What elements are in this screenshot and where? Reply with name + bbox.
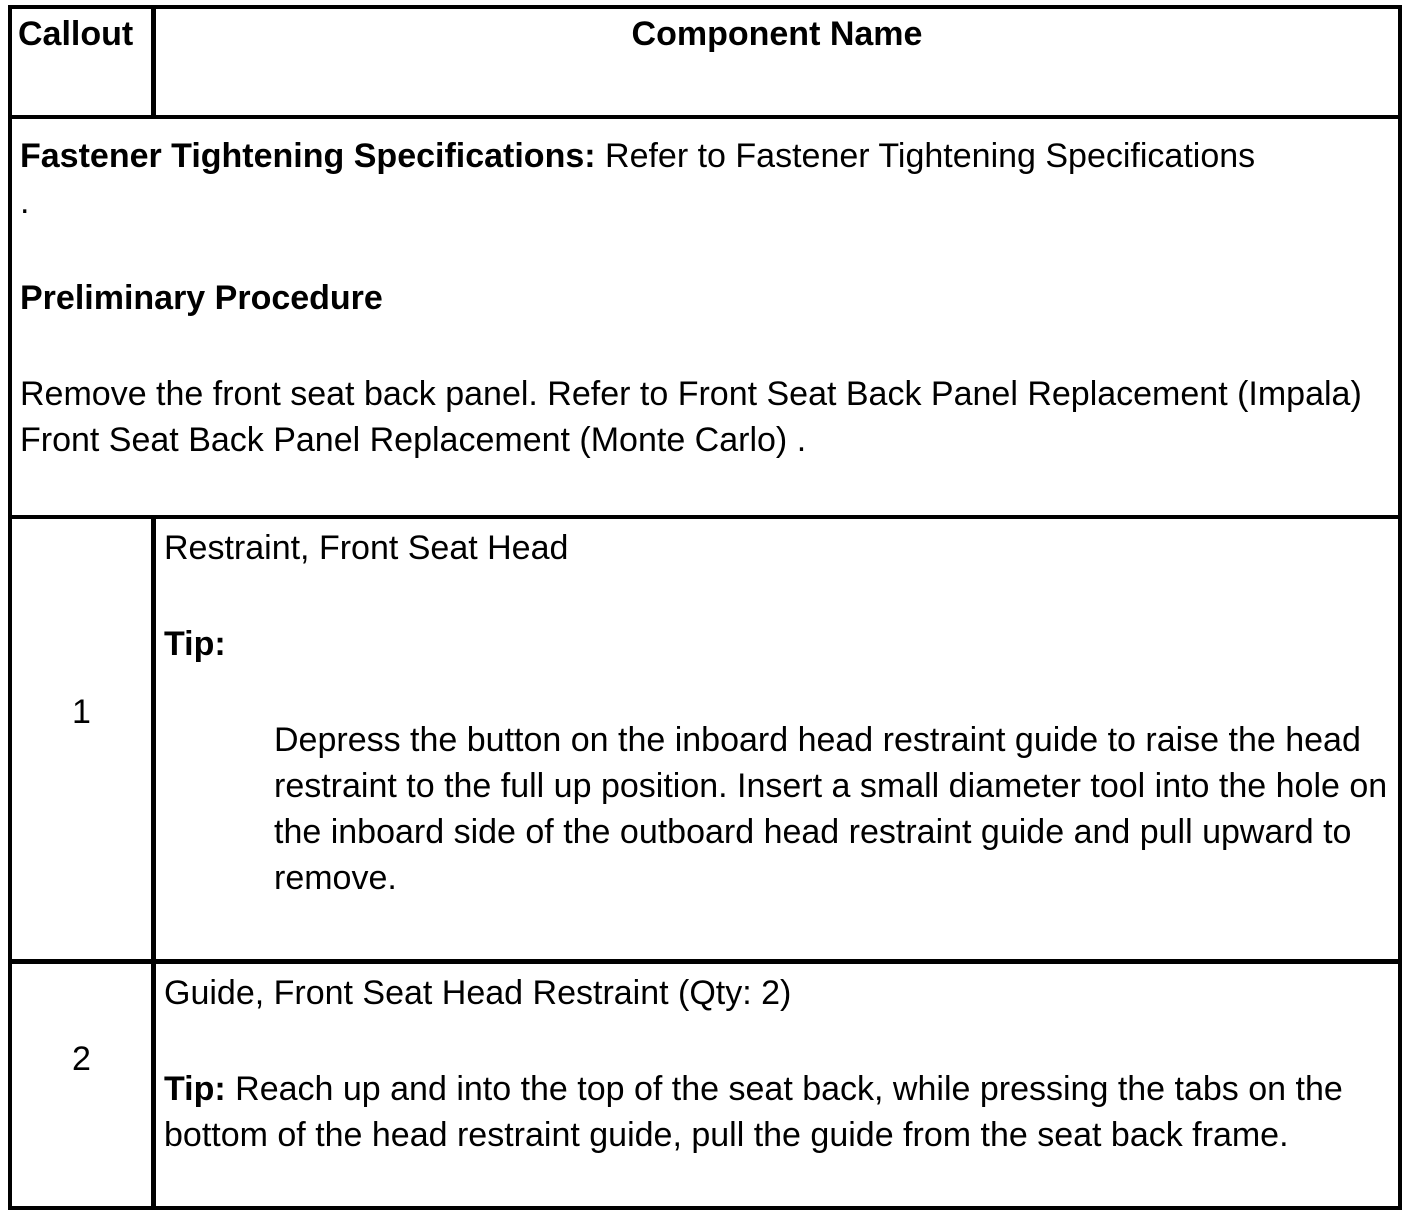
- tip-text: Depress the button on the inboard head restraint guide to raise the head restraint to the full up position. Insert a small diameter tool into the hole on the inboard side of the outboard head restraint guide and pull upward to remove.: [274, 721, 1388, 897]
- header-callout-label: Callout: [18, 15, 134, 53]
- tip-paragraph: [164, 1066, 1364, 1158]
- fastener-spec-label: Fastener Tightening Specifications:: [20, 137, 596, 175]
- tip-label: Tip:: [164, 625, 226, 663]
- tip-label: Tip:: [164, 1070, 226, 1108]
- fastener-spec-line: [20, 133, 1255, 179]
- component-table: [8, 5, 1402, 1210]
- intro-section: [12, 119, 1398, 519]
- header-component-name-cell: [156, 9, 1398, 115]
- preliminary-procedure-text: Remove the front seat back panel. Refer to Front Seat Back Panel Replacement (Impala) Front Seat Back Panel Replacement (Monte Carlo) .: [20, 375, 1362, 459]
- component-name: Guide, Front Seat Head Restraint (Qty: 2): [164, 974, 792, 1012]
- table-row: [12, 519, 1398, 964]
- fastener-spec-period: .: [20, 183, 30, 221]
- callout-cell: [12, 519, 156, 959]
- callout-number: 1: [72, 693, 91, 731]
- preliminary-procedure-heading: Preliminary Procedure: [20, 279, 383, 317]
- table-row: [12, 964, 1398, 1206]
- tip-text: Reach up and into the top of the seat back, while pressing the tabs on the bottom of the head restraint guide, pull the guide from the seat back frame.: [164, 1070, 1343, 1154]
- header-component-name-label: Component Name: [631, 15, 923, 53]
- fastener-spec-link[interactable]: Refer to Fastener Tightening Specifications: [595, 137, 1256, 175]
- callout-cell: [12, 964, 156, 1206]
- callout-number: 2: [72, 1040, 91, 1078]
- table-header-row: [12, 9, 1398, 119]
- header-callout-cell: [12, 9, 156, 115]
- component-name: Restraint, Front Seat Head: [164, 529, 569, 567]
